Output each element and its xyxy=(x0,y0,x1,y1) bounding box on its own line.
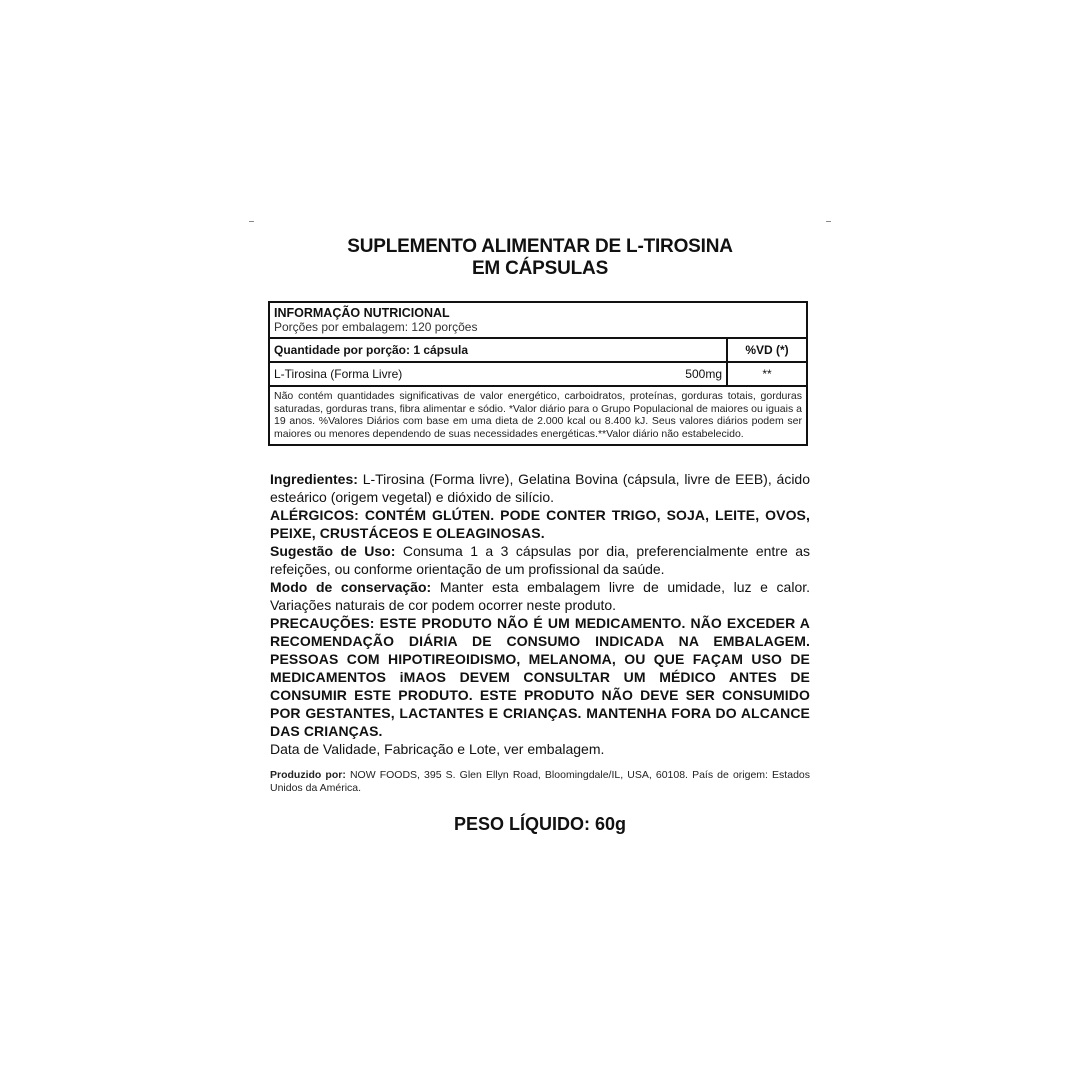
label-body xyxy=(270,470,810,758)
nutrient-name: L-Tirosina (Forma Livre) xyxy=(274,367,403,381)
producer-info xyxy=(270,769,810,795)
net-weight xyxy=(270,814,810,835)
serving-size-row xyxy=(270,339,806,363)
usage xyxy=(270,542,810,578)
nutrient-row xyxy=(270,363,806,387)
allergens: ALÉRGICOS: CONTÉM GLÚTEN. PODE CONTER TRIGO, SOJA, LEITE, OVOS, PEIXE, CRUSTÁCEOS E OLEAGINOSAS. xyxy=(270,507,810,541)
nutrition-heading: INFORMAÇÃO NUTRICIONAL xyxy=(274,306,450,320)
usage-text: Consuma 1 a 3 cápsulas por dia, preferencialmente entre as refeições, ou conforme orientação de um profissional da saúde. xyxy=(270,543,810,577)
precautions: PRECAUÇÕES: ESTE PRODUTO NÃO É UM MEDICAMENTO. NÃO EXCEDER A RECOMENDAÇÃO DIÁRIA DE CONSUMO INDICADA NA EMBALAGEM. PESSOAS COM HIPOTIREOIDISMO, MELANOMA, OU QUE FAÇAM USO DE MEDICAMENTOS iMAOS DEVEM CONSULTAR UM MÉDICO ANTES DE CONSUMIR ESTE PRODUTO. ESTE PRODUTO NÃO DEVE SER CONSUMIDO POR GESTANTES, LACTANTES E CRIANÇAS. MANTENHA FORA DO ALCANCE DAS CRIANÇAS. xyxy=(270,615,810,739)
producer-text: NOW FOODS, 395 S. Glen Ellyn Road, Bloomingdale/IL, USA, 60108. País de origem: Estados Unidos da América. xyxy=(270,769,810,794)
vd-header: %VD (*) xyxy=(745,343,789,357)
nutrient-amount: 500mg xyxy=(685,367,722,381)
nutrition-header xyxy=(270,303,806,339)
nutrition-table xyxy=(268,301,808,446)
ingredients xyxy=(270,470,810,506)
storage-label: Modo de conservação: xyxy=(270,579,432,595)
storage xyxy=(270,578,810,614)
product-title-line-2: EM CÁPSULAS xyxy=(471,258,609,279)
product-title-line-1: SUPLEMENTO ALIMENTAR DE L-TIROSINA xyxy=(347,236,733,257)
nutrition-footnote: Não contém quantidades significativas de valor energético, carboidratos, proteínas, gorduras totais, gorduras saturadas, gorduras trans, fibra alimentar e sódio. *Valor diário para o Grupo Populacional de maiores ou iguais a 19 anos. %Valores Diários com base em uma dieta de 2.000 kcal ou 8.400 kJ. Seus valores diários podem ser maiores ou menores dependendo de suas necessidades energéticas.**Valor diário não estabelecido. xyxy=(274,390,802,440)
storage-text: Manter esta embalagem livre de umidade, luz e calor. Variações naturais de cor podem ocorrer neste produto. xyxy=(270,579,811,613)
servings-per-package: Porções por embalagem: 120 porções xyxy=(274,320,478,334)
usage-label: Sugestão de Uso: xyxy=(270,543,396,559)
serving-size: Quantidade por porção: 1 cápsula xyxy=(270,339,728,361)
nutrient-vd: ** xyxy=(762,367,772,381)
corner-mark-left xyxy=(249,221,254,222)
product-title xyxy=(270,236,810,280)
validity-note: Data de Validade, Fabricação e Lote, ver embalagem. xyxy=(270,741,605,757)
ingredients-text: L-Tirosina (Forma livre), Gelatina Bovina (cápsula, livre de EEB), ácido esteárico (origem vegetal) e dióxido de silício. xyxy=(270,471,810,505)
corner-mark-right xyxy=(826,221,831,222)
ingredients-label: Ingredientes: xyxy=(270,471,358,487)
producer-label: Produzido por: xyxy=(270,769,346,781)
net-weight-label: PESO LÍQUIDO: xyxy=(453,814,590,834)
net-weight-value: 60g xyxy=(595,814,627,834)
